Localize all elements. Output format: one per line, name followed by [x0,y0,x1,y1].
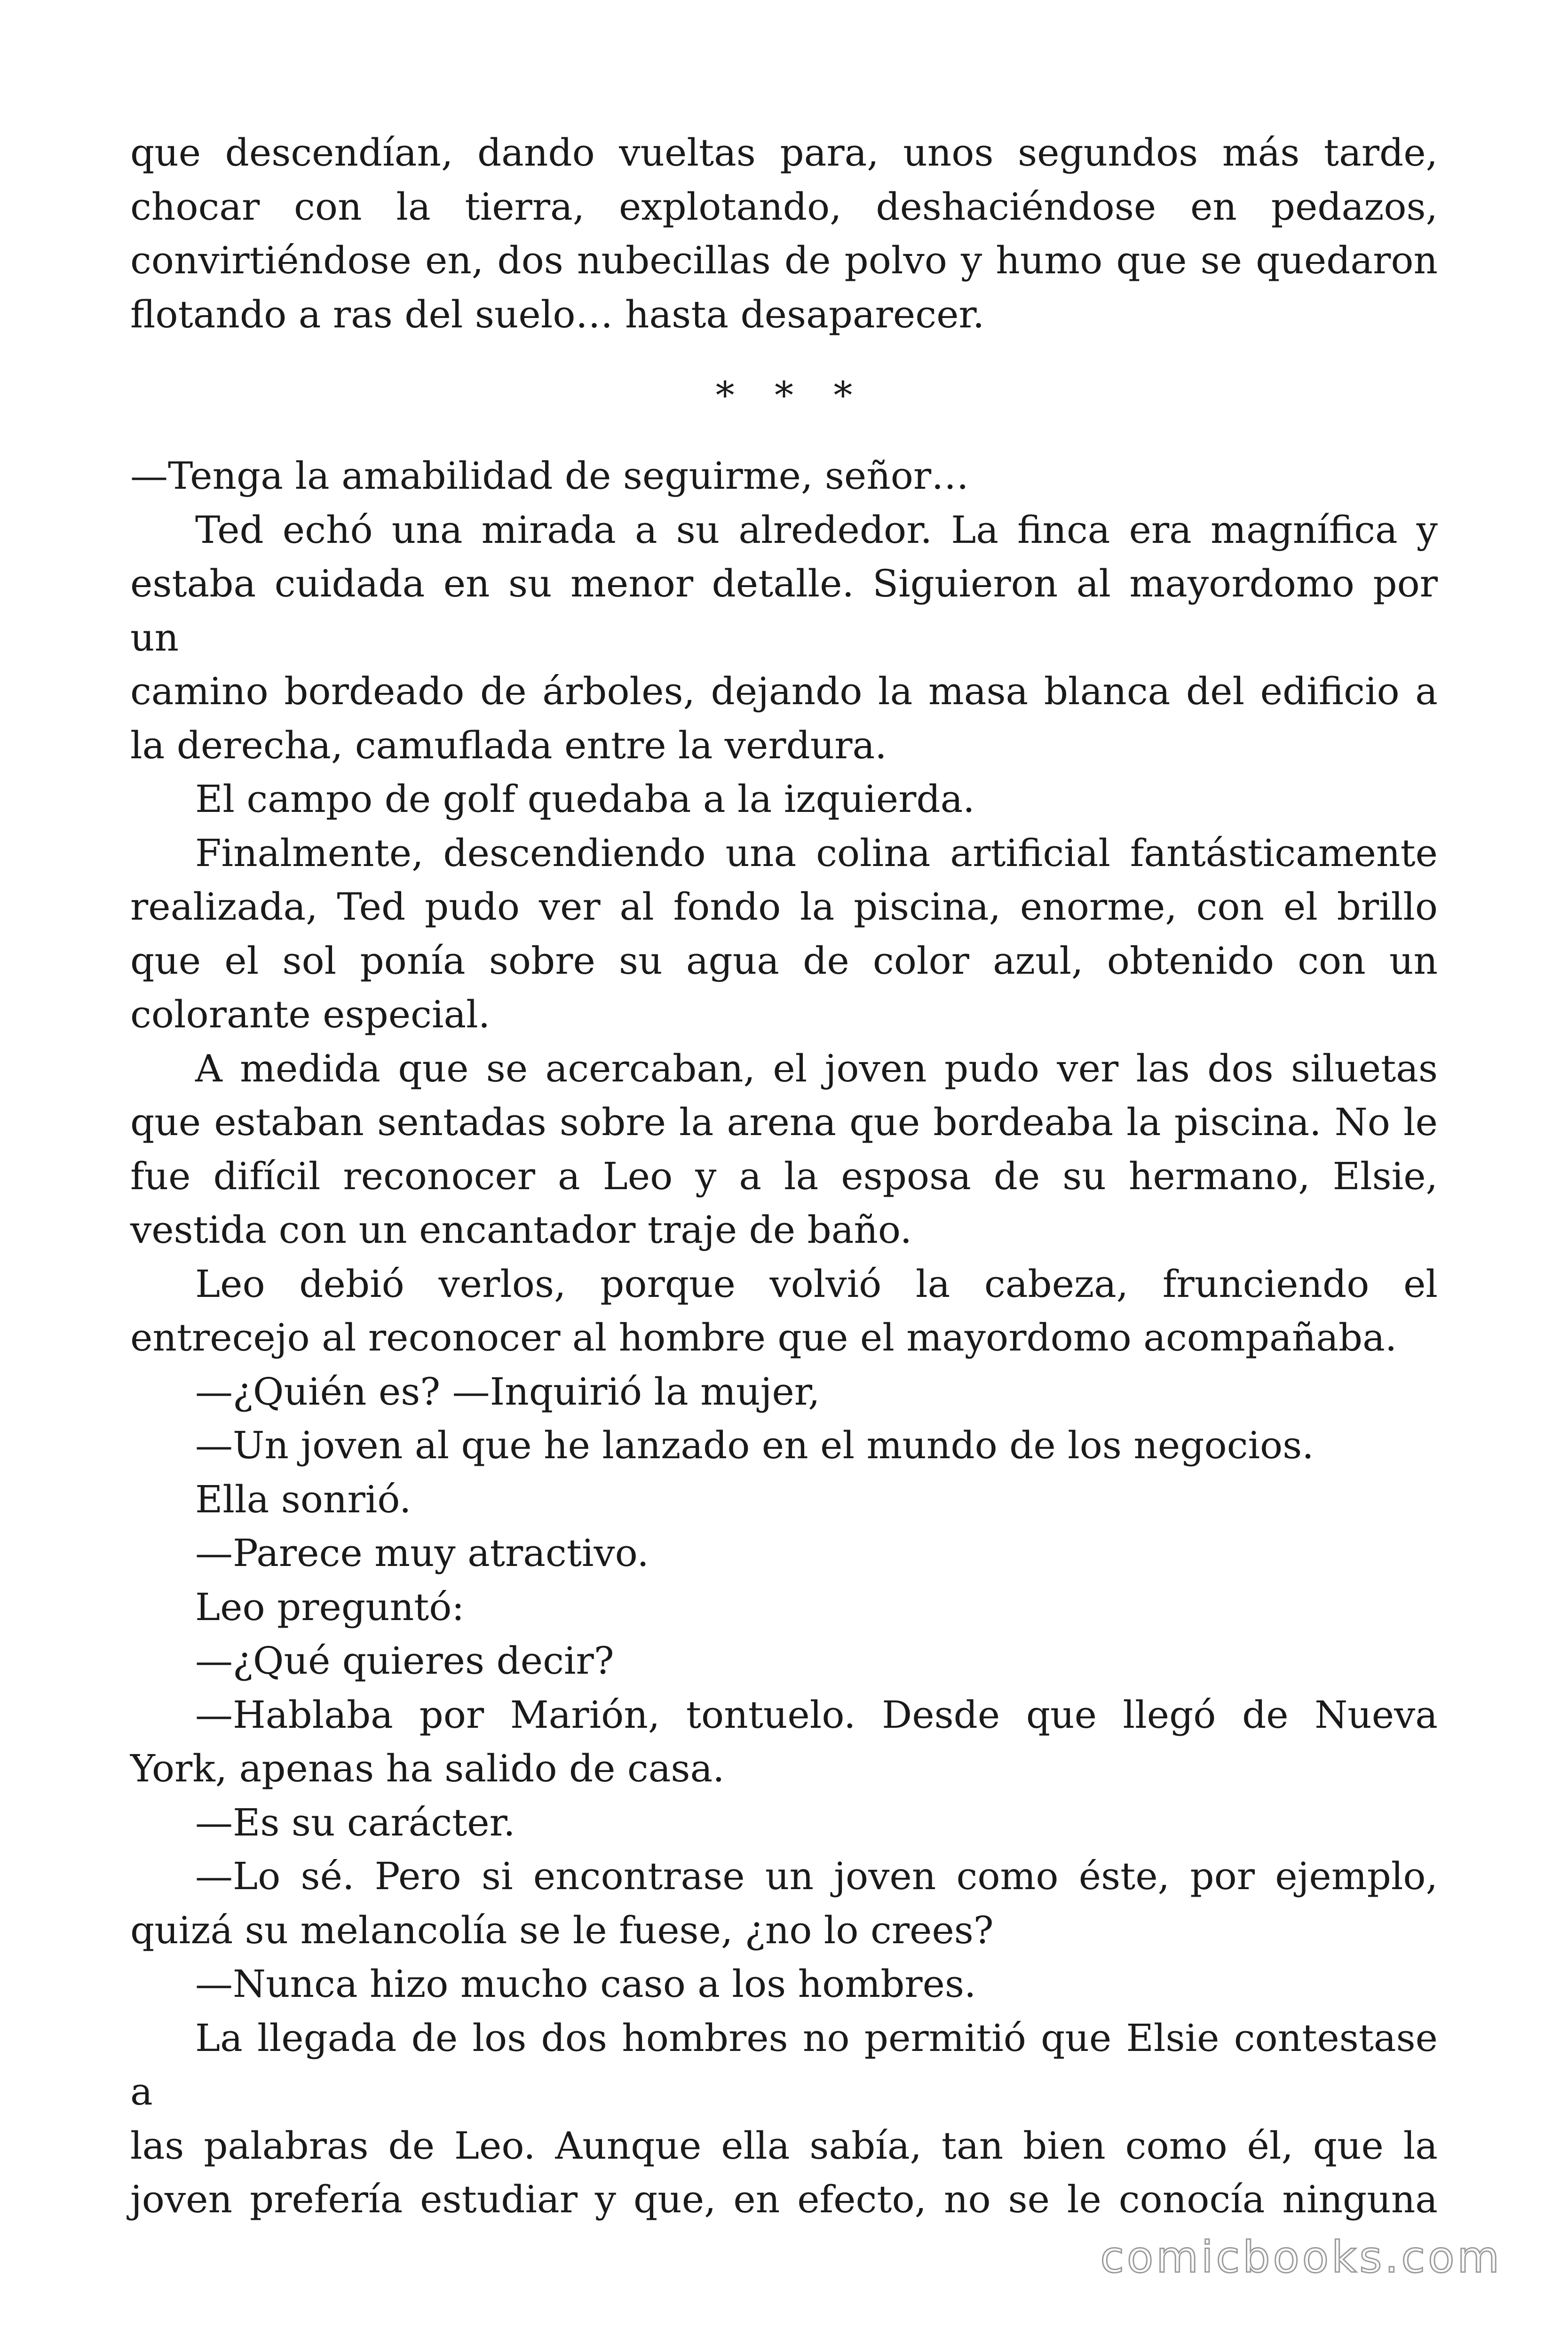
text-line: Finalmente, descendiendo una colina artificial fantásticamente [195,831,1438,875]
text-line: chocar con la tierra, explotando, deshaciéndose en pedazos, [130,184,1438,229]
text-line: Ella sonrió. [195,1477,412,1521]
text-line: estaba cuidada en su menor detalle. Siguieron al mayordomo por un [130,562,1438,660]
text-line: que el sol ponía sobre su agua de color azul, obtenido con un [130,938,1438,983]
text-line: convirtiéndose en, dos nubecillas de polvo y humo que se quedaron [130,238,1438,282]
text-line: quizá su melancolía se le fuese, ¿no lo crees? [130,1908,994,1952]
text-line: Leo debió verlos, porque volvió la cabeza, frunciendo el [195,1262,1438,1306]
text-line: A medida que se acercaban, el joven pudo ver las dos siluetas [195,1046,1438,1090]
watermark: comicbooks.com [1100,2232,1502,2282]
text-line: —Tenga la amabilidad de seguirme, señor… [130,454,969,498]
text-line: —Lo sé. Pero si encontrase un joven como éste, por ejemplo, [195,1854,1438,1898]
text-line: Ted echó una mirada a su alrededor. La finca era magnífica y [195,508,1438,552]
text-line: El campo de golf quedaba a la izquierda. [195,777,975,821]
text-line: flotando a ras del suelo… hasta desaparecer. [130,292,985,336]
text-line: fue difícil reconocer a Leo y a la esposa de su hermano, Elsie, [130,1154,1438,1198]
body-text [130,126,1438,2227]
scene-break: * * * [715,373,867,417]
text-line: —Nunca hizo mucho caso a los hombres. [195,1962,976,2006]
text-line: colorante especial. [130,993,491,1036]
text-line: que descendían, dando vueltas para, unos segundos más tarde, [130,131,1438,175]
text-line: camino bordeado de árboles, dejando la masa blanca del edificio a [130,669,1438,713]
text-line: —Parece muy atractivo. [195,1531,649,1575]
text-line: —Es su carácter. [195,1800,515,1844]
text-line: la derecha, camuflada entre la verdura. [130,723,887,767]
text-line: La llegada de los dos hombres no permitió que Elsie contestase a [130,2016,1438,2114]
text-line: joven prefería estudiar y que, en efecto, no se le conocía ninguna [130,2177,1438,2221]
text-line: —Un joven al que he lanzado en el mundo de los negocios. [195,1423,1314,1467]
text-line: Leo preguntó: [195,1585,465,1629]
text-line: —¿Qué quieres decir? [195,1639,614,1683]
text-line: —Hablaba por Marión, tontuelo. Desde que llegó de Nueva [195,1692,1438,1737]
text-line: York, apenas ha salido de casa. [130,1747,725,1790]
text-line: —¿Quién es? —Inquirió la mujer, [195,1369,820,1414]
text-line: vestida con un encantador traje de baño. [130,1208,912,1252]
text-line: las palabras de Leo. Aunque ella sabía, tan bien como él, que la [130,2123,1438,2168]
text-line: entrecejo al reconocer al hombre que el mayordomo acompañaba. [130,1316,1397,1359]
text-line: realizada, Ted pudo ver al fondo la piscina, enorme, con el brillo [130,885,1438,929]
text-line: que estaban sentadas sobre la arena que bordeaba la piscina. No le [130,1100,1438,1144]
